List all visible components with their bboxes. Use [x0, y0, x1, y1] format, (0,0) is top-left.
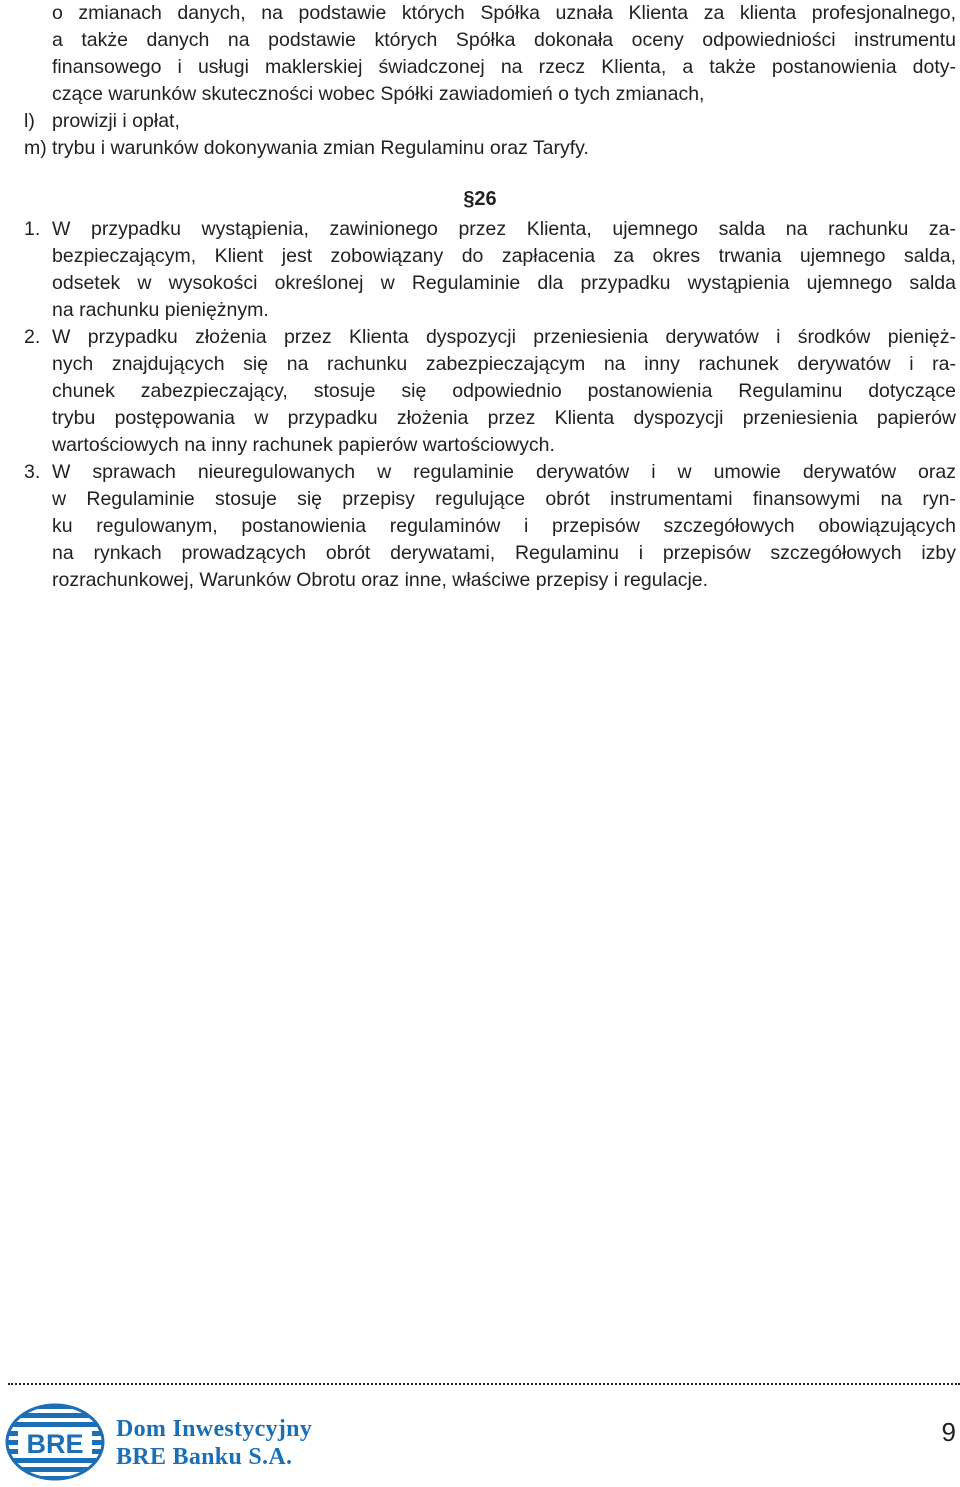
- paragraph-line: W przypadku wystąpienia, zawinionego przez Klienta, ujemnego salda na rachunku za-: [52, 218, 956, 240]
- intro-line: a także danych na podstawie których Spółka dokonała oceny odpowiedniości instrumentu: [52, 29, 956, 51]
- paragraph-line: odsetek w wysokości określonej w Regulaminie dla przypadku wystąpienia ujemnego salda: [52, 272, 956, 294]
- paragraph-line: trybu postępowania w przypadku złożenia przez Klienta dyspozycji przeniesienia papierów: [52, 407, 956, 429]
- paragraph-line: W przypadku złożenia przez Klienta dyspozycji przeniesienia derywatów i środków pienięż-: [52, 326, 956, 348]
- paragraph-number: 2.: [24, 326, 41, 348]
- list-item-label: l): [24, 110, 35, 132]
- list-item-label: m): [24, 137, 47, 159]
- footer-divider: [8, 1383, 960, 1385]
- logo-lettering: BRE: [26, 1429, 84, 1459]
- brand-name-line-2: BRE Banku S.A.: [116, 1444, 293, 1470]
- paragraph-number: 1.: [24, 218, 41, 240]
- section-title: §26: [463, 188, 497, 210]
- paragraph-line: nych znajdujących się na rachunku zabezpieczającym na inny rachunek derywatów i ra-: [52, 353, 956, 375]
- bre-globe-logo-icon: [4, 1402, 106, 1482]
- paragraph-line: w Regulaminie stosuje się przepisy regulujące obrót instrumentami finansowymi na ryn-: [52, 488, 956, 510]
- paragraph-number: 3.: [24, 461, 41, 483]
- intro-line: finansowego i usługi maklerskiej świadczonej na rzecz Klienta, a także postanowienia doty-: [52, 56, 956, 78]
- intro-line: czące warunków skuteczności wobec Spółki zawiadomień o tych zmianach,: [52, 83, 705, 105]
- paragraph-line: bezpieczającym, Klient jest zobowiązany do zapłacenia za okres trwania ujemnego salda,: [52, 245, 956, 267]
- paragraph-line: ku regulowanym, postanowienia regulaminów i przepisów szczegółowych obowiązujących: [52, 515, 956, 537]
- paragraph-line: wartościowych na inny rachunek papierów wartościowych.: [52, 434, 555, 456]
- list-item-text: prowizji i opłat,: [52, 110, 180, 132]
- brand-name-line-1: Dom Inwestycyjny: [116, 1416, 313, 1442]
- list-item-text: trybu i warunków dokonywania zmian Regulaminu oraz Taryfy.: [52, 137, 589, 159]
- paragraph-line: na rynkach prowadzących obrót derywatami, Regulaminu i przepisów szczegółowych izby: [52, 542, 956, 564]
- paragraph-line: chunek zabezpieczający, stosuje się odpowiednio postanowienia Regulaminu dotyczące: [52, 380, 956, 402]
- intro-line: o zmianach danych, na podstawie których Spółka uznała Klienta za klienta profesjonalnego,: [52, 2, 956, 24]
- paragraph-line: na rachunku pieniężnym.: [52, 299, 269, 321]
- page-number: 9: [941, 1417, 956, 1447]
- paragraph-line: rozrachunkowej, Warunków Obrotu oraz inne, właściwe przepisy i regulacje.: [52, 569, 709, 591]
- paragraph-line: W sprawach nieuregulowanych w regulaminie derywatów i w umowie derywatów oraz: [52, 461, 956, 483]
